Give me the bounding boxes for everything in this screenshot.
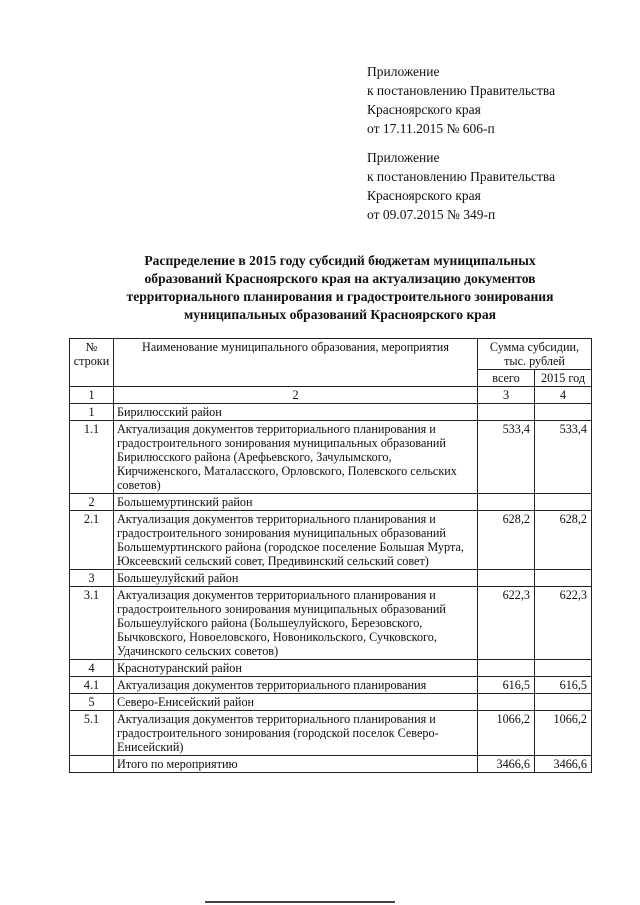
row-year: 622,3	[535, 587, 592, 660]
column-numbers-row	[70, 387, 592, 404]
title-line: территориального планирования и градостроительного зонирования	[126, 289, 554, 304]
row-total	[478, 570, 535, 587]
row-name: Актуализация документов территориального планирования и градостроительного зонирования (городской поселок Северо-Енисейский)	[114, 711, 478, 756]
row-year	[535, 570, 592, 587]
row-year	[535, 404, 592, 421]
row-name: Северо-Енисейский район	[114, 694, 478, 711]
header-line: к постановлению Правительства	[367, 83, 556, 98]
table-row	[70, 570, 592, 587]
document-title	[70, 252, 610, 324]
appendix-header-original	[367, 148, 555, 224]
table-row	[70, 694, 592, 711]
row-name: Актуализация документов территориального планирования	[114, 677, 478, 694]
row-number: 2.1	[70, 511, 114, 570]
subsidy-table	[69, 338, 592, 773]
row-name: Бирилюсский район	[114, 404, 478, 421]
row-year: 628,2	[535, 511, 592, 570]
row-year	[535, 660, 592, 677]
page-edge-line	[205, 901, 395, 903]
row-name: Итого по мероприятию	[114, 756, 478, 773]
table-row	[70, 660, 592, 677]
row-total: 3466,6	[478, 756, 535, 773]
header-line: Красноярского края	[367, 188, 481, 203]
row-name: Актуализация документов территориального планирования и градостроительного зонирования муниципальных образований Большеулуйского района (Большеулуйского, Березовского, Бычковского, Новоеловского, Новоникольского, Сучковского, Удачинского сельских советов)	[114, 587, 478, 660]
row-name: Большеулуйский район	[114, 570, 478, 587]
table-row	[70, 421, 592, 494]
row-number: 2	[70, 494, 114, 511]
table-row	[70, 511, 592, 570]
row-year	[535, 494, 592, 511]
row-total	[478, 494, 535, 511]
title-line: муниципальных образований Красноярского края	[183, 307, 496, 322]
header-line: к постановлению Правительства	[367, 169, 556, 184]
column-number: 2	[114, 387, 478, 404]
row-number: 5	[70, 694, 114, 711]
header-line: от 17.11.2015 № 606-п	[367, 121, 495, 136]
table-row	[70, 587, 592, 660]
row-total: 628,2	[478, 511, 535, 570]
table-row	[70, 711, 592, 756]
table-row	[70, 404, 592, 421]
row-total	[478, 404, 535, 421]
row-year: 3466,6	[535, 756, 592, 773]
row-name: Краснотуранский район	[114, 660, 478, 677]
appendix-header-current	[367, 62, 555, 138]
column-number: 3	[478, 387, 535, 404]
header-line: Приложение	[367, 64, 440, 79]
col-header-total: всего	[478, 370, 535, 387]
row-number	[70, 756, 114, 773]
col-header-subsidy-sum: Сумма субсидии, тыс. рублей	[478, 339, 592, 370]
row-year: 616,5	[535, 677, 592, 694]
row-total: 622,3	[478, 587, 535, 660]
row-number: 1	[70, 404, 114, 421]
row-number: 3	[70, 570, 114, 587]
table-row	[70, 494, 592, 511]
header-line: Красноярского края	[367, 102, 481, 117]
header-line: от 09.07.2015 № 349-п	[367, 207, 496, 222]
row-total: 533,4	[478, 421, 535, 494]
row-year: 533,4	[535, 421, 592, 494]
title-line: образований Красноярского края на актуализацию документов	[144, 271, 536, 286]
row-number: 5.1	[70, 711, 114, 756]
row-total: 616,5	[478, 677, 535, 694]
row-name: Большемуртинский район	[114, 494, 478, 511]
table-header-row	[70, 339, 592, 370]
table-row	[70, 677, 592, 694]
column-number: 1	[70, 387, 114, 404]
row-total	[478, 694, 535, 711]
row-number: 3.1	[70, 587, 114, 660]
col-header-name: Наименование муниципального образования, мероприятия	[114, 339, 478, 387]
row-number: 4	[70, 660, 114, 677]
title-line: Распределение в 2015 году субсидий бюджетам муниципальных	[144, 253, 536, 268]
col-header-row-number: № строки	[70, 339, 114, 387]
row-year	[535, 694, 592, 711]
header-line: Приложение	[367, 150, 440, 165]
row-name: Актуализация документов территориального планирования и градостроительного зонирования муниципальных образований Большемуртинского района (городское поселение Большая Мурта, Юксеевский сельский совет, Предивинский сельский совет)	[114, 511, 478, 570]
row-year: 1066,2	[535, 711, 592, 756]
row-number: 1.1	[70, 421, 114, 494]
table-row-total	[70, 756, 592, 773]
row-number: 4.1	[70, 677, 114, 694]
row-name: Актуализация документов территориального планирования и градостроительного зонирования муниципальных образований Бирилюсского района (Арефьевского, Зачулымского, Кирчиженского, Маталасского, Орловского, Полевского сельских советов)	[114, 421, 478, 494]
column-number: 4	[535, 387, 592, 404]
row-total: 1066,2	[478, 711, 535, 756]
row-total	[478, 660, 535, 677]
col-header-year-2015: 2015 год	[535, 370, 592, 387]
